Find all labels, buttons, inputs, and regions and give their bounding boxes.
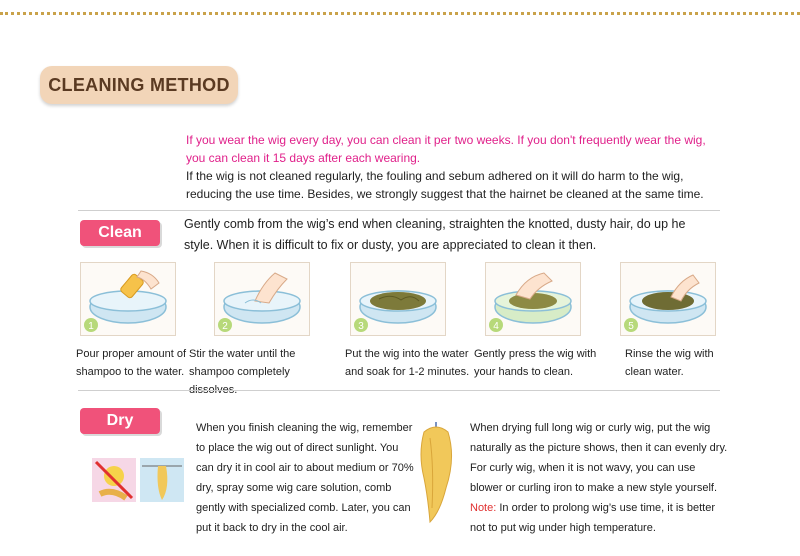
- intro-regular-cleaning-text: If the wig is not cleaned regularly, the fouling and sebum adhered on it will do harm to the wig, reducing the use time. Besides, we strongly suggest that the hairnet be cleaned at the same time.: [186, 169, 704, 201]
- dry-right-instructions: [470, 418, 730, 538]
- note-label: Note:: [470, 502, 497, 514]
- top-dotted-divider: [0, 12, 800, 15]
- step-1-caption: Pour proper amount of shampoo to the water.: [76, 348, 187, 378]
- dry-badge: Dry: [80, 408, 160, 434]
- step-4-caption: Gently press the wig with your hands to clean.: [474, 348, 597, 378]
- step-2-image: [214, 262, 310, 336]
- dry-left-instructions: When you finish cleaning the wig, remember to place the wig out of direct sunlight. You can dry it in cool air to about medium or 70% dry, spray some wig care solution, comb gently with specialized comb. Later, you can put it back to dry in the cool air.: [196, 422, 414, 534]
- step-1-image: [80, 262, 176, 336]
- step-3-number: 3: [358, 321, 364, 332]
- divider-clean: [78, 210, 720, 211]
- long-wig-drying-illustration: [410, 418, 462, 528]
- step-4-number: 4: [493, 321, 499, 332]
- divider-dry: [78, 390, 720, 391]
- dry-right-text: When drying full long wig or curly wig, put the wig naturally as the picture shows, then it can evenly dry. For curly wig, when it is not wavy, you can use blower or curling iron to make a new style yourself.: [470, 422, 728, 494]
- step-2-caption: Stir the water until the shampoo completely dissolves.: [189, 348, 296, 396]
- section-title: CLEANING METHOD: [40, 66, 238, 104]
- clean-instructions: Gently comb from the wig’s end when cleaning, straighten the knotted, dusty hair, do up he style. When it is difficult to fix or dusty, you are appreciated to clean it then.: [184, 217, 686, 252]
- step-5-image: [620, 262, 716, 336]
- intro-frequency-text: If you wear the wig every day, you can clean it per two weeks. If you don't frequently wear the wig, you can clean it 15 days after each wearing.: [186, 133, 706, 165]
- step-3-image: [350, 262, 446, 336]
- sun-drying-illustration: [92, 458, 136, 502]
- step-3-caption: Put the wig into the water and soak for 1-2 minutes.: [345, 348, 470, 378]
- step-5-number: 5: [628, 321, 634, 332]
- step-4-image: [485, 262, 581, 336]
- step-2-number: 2: [222, 321, 228, 332]
- intro-text: [186, 131, 716, 203]
- clean-badge: Clean: [80, 220, 160, 246]
- air-drying-illustration: [140, 458, 184, 502]
- step-5-caption: Rinse the wig with clean water.: [625, 348, 714, 378]
- step-1-number: 1: [88, 321, 94, 332]
- note-text: In order to prolong wig’s use time, it is better not to put wig under high temperature.: [470, 502, 715, 534]
